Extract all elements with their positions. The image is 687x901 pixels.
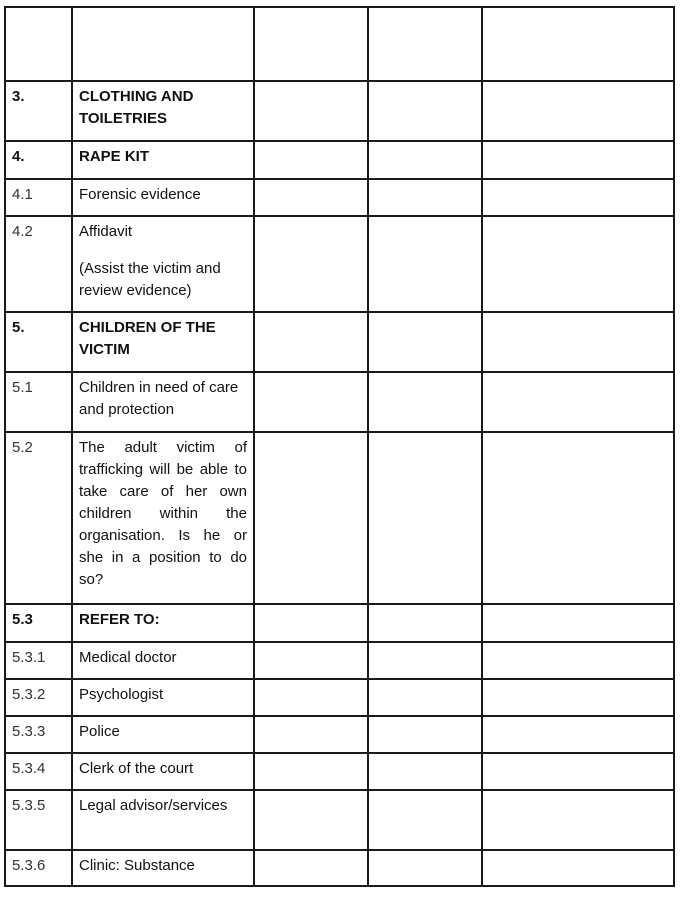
empty-cell (368, 179, 482, 216)
item-description (72, 141, 254, 179)
table-row (5, 679, 674, 716)
table-row (5, 604, 674, 642)
description-text: REFER TO: (79, 611, 160, 628)
empty-cell (368, 7, 482, 81)
empty-cell (254, 312, 368, 372)
empty-cell (482, 179, 674, 216)
item-description (72, 850, 254, 886)
item-number: 5.3 (5, 604, 72, 642)
table-row (5, 850, 674, 886)
empty-cell (254, 850, 368, 886)
empty-cell (368, 81, 482, 141)
empty-cell (368, 141, 482, 179)
description-text: RAPE KIT (79, 148, 150, 165)
empty-cell (482, 679, 674, 716)
description-text: Children in need of care and protection (79, 379, 239, 418)
item-description (72, 432, 254, 604)
empty-cell (482, 7, 674, 81)
empty-cell (368, 642, 482, 679)
description-text: The adult victim of trafficking will be able to take care of her own children within the organisation. Is he or she in a position to do so? (79, 439, 247, 588)
item-number: 5.1 (5, 372, 72, 432)
item-number: 5.3.2 (5, 679, 72, 716)
item-number: 5.3.6 (5, 850, 72, 886)
description-text: Legal advisor/services (79, 797, 228, 814)
empty-cell (368, 790, 482, 850)
table-body (5, 7, 674, 886)
item-number: 5.3.5 (5, 790, 72, 850)
table-row (5, 642, 674, 679)
item-description (72, 642, 254, 679)
table-row (5, 216, 674, 312)
empty-cell (482, 372, 674, 432)
table-row (5, 790, 674, 850)
table-row (5, 81, 674, 141)
empty-cell (482, 141, 674, 179)
empty-cell (368, 312, 482, 372)
empty-cell (254, 7, 368, 81)
empty-cell (254, 642, 368, 679)
item-number: 5.3.1 (5, 642, 72, 679)
item-number: 5.2 (5, 432, 72, 604)
empty-cell (254, 432, 368, 604)
empty-cell (368, 716, 482, 753)
empty-cell (254, 604, 368, 642)
item-description (72, 312, 254, 372)
item-description (72, 179, 254, 216)
item-number (5, 7, 72, 81)
item-description (72, 81, 254, 141)
description-text: Medical doctor (79, 649, 177, 666)
description-text: CHILDREN OF THE VICTIM (79, 319, 216, 358)
item-description (72, 216, 254, 312)
empty-cell (368, 753, 482, 790)
empty-cell (368, 604, 482, 642)
table-row (5, 141, 674, 179)
empty-cell (482, 716, 674, 753)
table-row (5, 432, 674, 604)
table-row (5, 7, 674, 81)
empty-cell (254, 141, 368, 179)
empty-cell (368, 850, 482, 886)
description-text: Forensic evidence (79, 186, 201, 203)
empty-cell (254, 790, 368, 850)
empty-cell (482, 642, 674, 679)
item-number: 5. (5, 312, 72, 372)
description-text: Police (79, 723, 120, 740)
empty-cell (254, 216, 368, 312)
item-description (72, 604, 254, 642)
item-number: 5.3.4 (5, 753, 72, 790)
empty-cell (368, 372, 482, 432)
item-number: 4. (5, 141, 72, 179)
empty-cell (254, 179, 368, 216)
table-row (5, 312, 674, 372)
empty-cell (254, 679, 368, 716)
empty-cell (482, 312, 674, 372)
item-description (72, 790, 254, 850)
table-row (5, 372, 674, 432)
empty-cell (368, 432, 482, 604)
checklist-table (4, 6, 675, 887)
empty-cell (482, 753, 674, 790)
table-row (5, 716, 674, 753)
empty-cell (482, 850, 674, 886)
empty-cell (482, 81, 674, 141)
item-number: 4.2 (5, 216, 72, 312)
table-row (5, 753, 674, 790)
description-text: (Assist the victim and review evidence) (79, 260, 221, 299)
item-description (72, 716, 254, 753)
table-row (5, 179, 674, 216)
description-text: Affidavit (79, 223, 133, 240)
description-text: Psychologist (79, 686, 164, 703)
item-number: 5.3.3 (5, 716, 72, 753)
empty-cell (482, 790, 674, 850)
description-text: Clinic: Substance (79, 857, 195, 874)
item-description (72, 679, 254, 716)
item-description (72, 372, 254, 432)
item-description (72, 753, 254, 790)
empty-cell (254, 753, 368, 790)
empty-cell (254, 81, 368, 141)
description-text: CLOTHING AND TOILETRIES (79, 88, 194, 127)
item-description (72, 7, 254, 81)
empty-cell (482, 604, 674, 642)
empty-cell (254, 716, 368, 753)
empty-cell (254, 372, 368, 432)
empty-cell (482, 216, 674, 312)
empty-cell (368, 679, 482, 716)
empty-cell (368, 216, 482, 312)
item-number: 4.1 (5, 179, 72, 216)
empty-cell (482, 432, 674, 604)
description-text: Clerk of the court (79, 760, 194, 777)
item-number: 3. (5, 81, 72, 141)
